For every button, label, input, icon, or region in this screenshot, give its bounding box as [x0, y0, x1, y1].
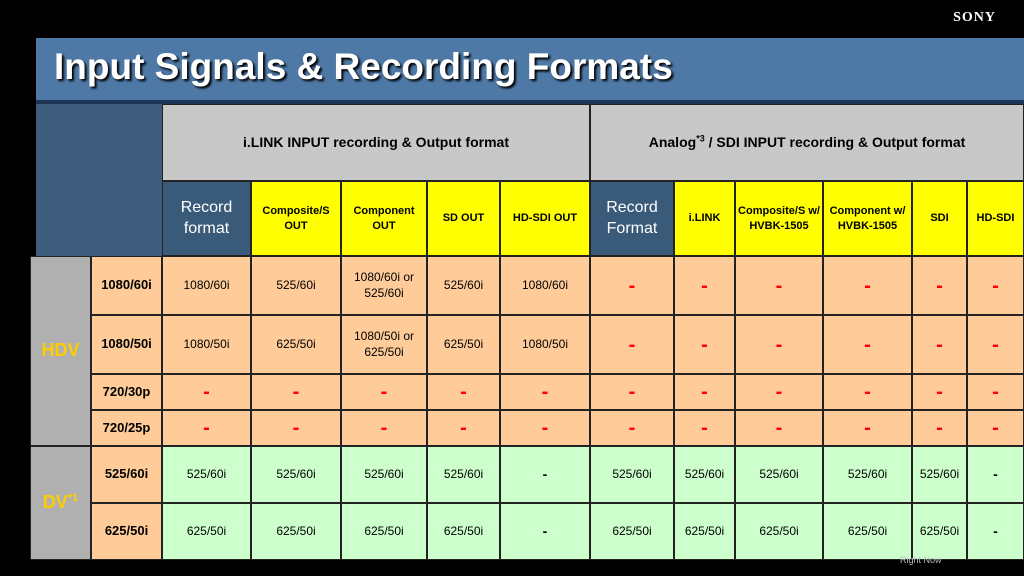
table-cell: 525/60i	[251, 446, 341, 503]
table-cell: -	[674, 256, 735, 315]
row-label: 525/60i	[91, 446, 162, 503]
table-cell: -	[967, 410, 1024, 446]
table-cell: -	[823, 256, 912, 315]
table-cell: -	[162, 374, 251, 410]
column-header-1: Composite/S OUT	[251, 181, 341, 256]
table-cell: -	[427, 374, 500, 410]
table-cell: -	[341, 374, 427, 410]
dv-label: DV	[42, 492, 68, 513]
column-header-4: HD-SDI OUT	[500, 181, 590, 256]
table-cell: 625/50i	[427, 315, 500, 374]
table-cell: -	[912, 374, 967, 410]
table-cell: -	[500, 410, 590, 446]
footnote-3: *3	[696, 133, 705, 144]
analog-label: Analog	[648, 134, 697, 151]
table-cell: -	[500, 503, 590, 560]
table-cell: 625/50i	[427, 503, 500, 560]
row-label: 1080/60i	[91, 256, 162, 315]
column-header-7: Composite/S w/ HVBK-1505	[735, 181, 823, 256]
table-cell: 625/50i	[341, 503, 427, 560]
table-cell: 1080/60i	[162, 256, 251, 315]
table-cell: 525/60i	[427, 256, 500, 315]
column-header-5: Record Format	[590, 181, 674, 256]
table-cell: -	[590, 315, 674, 374]
table-cell: 525/60i	[341, 446, 427, 503]
table-cell: 525/60i	[912, 446, 967, 503]
header-corner	[36, 104, 162, 256]
table-cell: -	[590, 374, 674, 410]
table-cell: -	[674, 315, 735, 374]
row-label: 625/50i	[91, 503, 162, 560]
table-cell: 1080/50i	[162, 315, 251, 374]
table-cell: -	[251, 374, 341, 410]
table-cell: -	[735, 315, 823, 374]
table-cell: 525/60i	[251, 256, 341, 315]
analog-group-header	[590, 104, 1024, 181]
table-cell: 625/50i	[251, 315, 341, 374]
group-label-dv	[30, 446, 91, 560]
column-header-3: SD OUT	[427, 181, 500, 256]
column-header-2: Component OUT	[341, 181, 427, 256]
row-label: 720/30p	[91, 374, 162, 410]
table-cell: -	[674, 410, 735, 446]
table-cell: -	[967, 315, 1024, 374]
table-cell: -	[735, 256, 823, 315]
table-cell: -	[500, 374, 590, 410]
table-cell: 1080/50i	[500, 315, 590, 374]
row-label: 1080/50i	[91, 315, 162, 374]
table-cell: -	[590, 410, 674, 446]
table-cell: -	[967, 374, 1024, 410]
analog-sdi-label: / SDI INPUT recording & Output format	[704, 134, 966, 151]
footnote-1: *1	[67, 492, 79, 505]
table-cell: -	[912, 315, 967, 374]
title-bar	[36, 38, 1024, 100]
row-label: 720/25p	[91, 410, 162, 446]
table-cell: -	[341, 410, 427, 446]
table-cell: -	[162, 410, 251, 446]
column-header-9: SDI	[912, 181, 967, 256]
table-cell: -	[967, 503, 1024, 560]
column-header-0: Record format	[162, 181, 251, 256]
table-cell: -	[427, 410, 500, 446]
table-cell: 525/60i	[162, 446, 251, 503]
table-cell: -	[967, 256, 1024, 315]
sony-logo: SONY	[953, 10, 996, 25]
group-label-hdv: HDV	[30, 256, 91, 446]
table-cell: 1080/60i or 525/60i	[341, 256, 427, 315]
table-cell: 525/60i	[674, 446, 735, 503]
column-header-6: i.LINK	[674, 181, 735, 256]
table-cell: -	[912, 256, 967, 315]
column-header-8: Component w/ HVBK-1505	[823, 181, 912, 256]
table-cell: -	[500, 446, 590, 503]
table-cell: 625/50i	[674, 503, 735, 560]
table-cell: 1080/60i	[500, 256, 590, 315]
table-cell: 1080/50i or 625/50i	[341, 315, 427, 374]
column-header-10: HD-SDI	[967, 181, 1024, 256]
table-cell: -	[590, 256, 674, 315]
table-cell: 625/50i	[251, 503, 341, 560]
table-cell: 525/60i	[590, 446, 674, 503]
page-title: Input Signals & Recording Formats	[54, 46, 673, 87]
table-cell: -	[251, 410, 341, 446]
table-cell: -	[823, 410, 912, 446]
table-cell: 525/60i	[735, 446, 823, 503]
table-cell: 625/50i	[590, 503, 674, 560]
table-cell: 625/50i	[162, 503, 251, 560]
table-cell: -	[823, 374, 912, 410]
table-cell: -	[823, 315, 912, 374]
table-cell: 525/60i	[823, 446, 912, 503]
table-cell: 625/50i	[912, 503, 967, 560]
table-cell: 625/50i	[735, 503, 823, 560]
table-cell: -	[912, 410, 967, 446]
table-cell: -	[967, 446, 1024, 503]
table-cell: -	[674, 374, 735, 410]
table-cell: -	[735, 410, 823, 446]
ilink-group-header: i.LINK INPUT recording & Output format	[162, 104, 590, 181]
footer-text: Right Now	[900, 555, 942, 565]
table-cell: 525/60i	[427, 446, 500, 503]
table-cell: 625/50i	[823, 503, 912, 560]
table-cell: -	[735, 374, 823, 410]
